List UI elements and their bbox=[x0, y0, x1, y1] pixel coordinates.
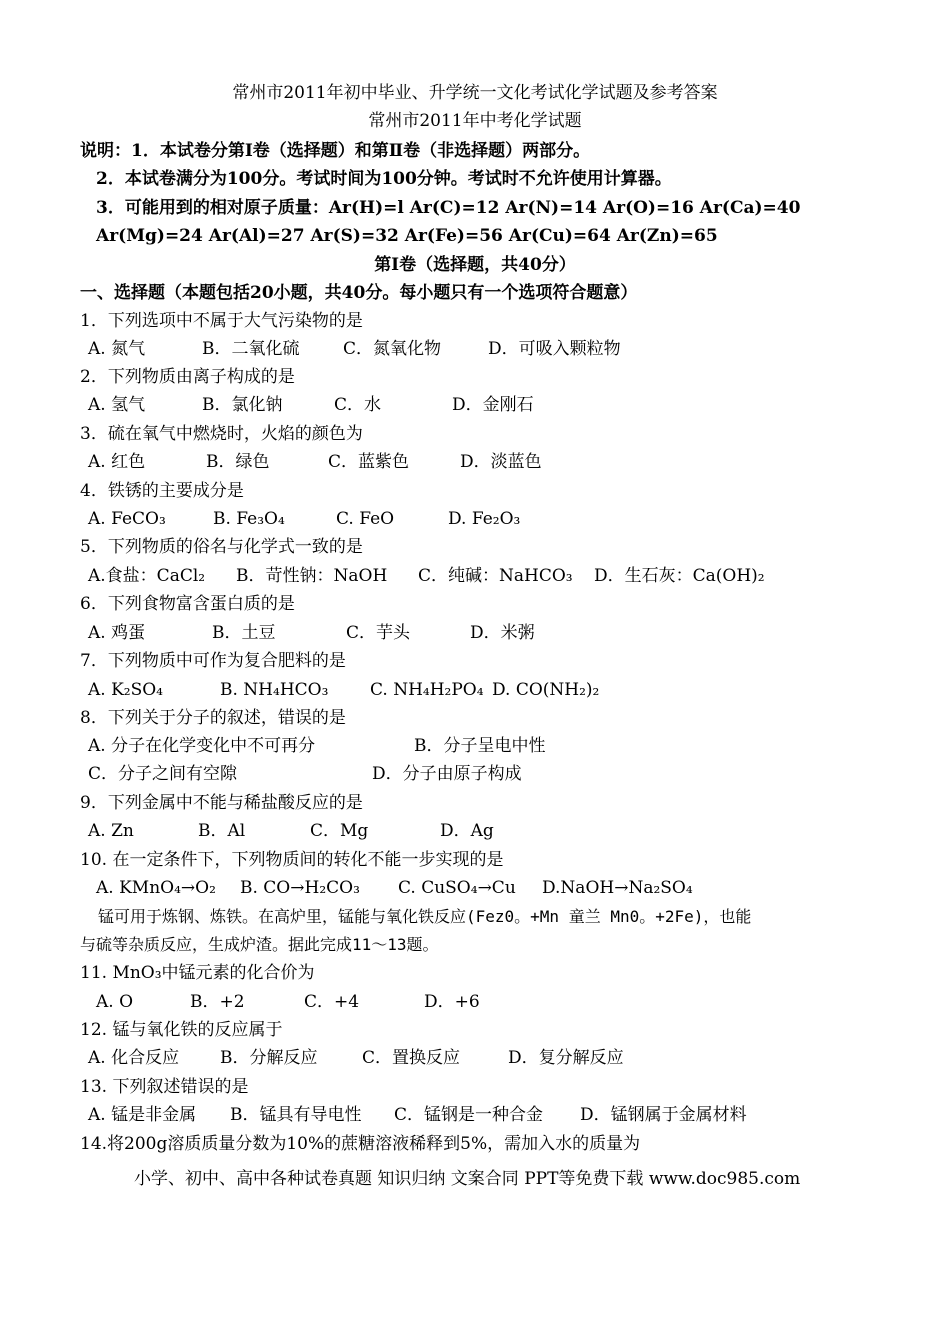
option-d: D. Fe₂O₃ bbox=[448, 509, 521, 529]
question-stem: 13. 下列叙述错误的是 bbox=[80, 1077, 249, 1097]
option-b: B. NH₄HCO₃ bbox=[220, 680, 329, 700]
question-stem: 3．硫在氧气中燃烧时，火焰的颜色为 bbox=[80, 424, 363, 444]
exam-title: 常州市2011年初中毕业、升学统一文化考试化学试题及参考答案 bbox=[232, 83, 718, 103]
volume-title: 第Ⅰ卷（选择题，共40分） bbox=[374, 255, 576, 275]
option-c: C．Mg bbox=[310, 821, 369, 841]
question-stem: 9．下列金属中不能与稀盐酸反应的是 bbox=[80, 793, 363, 813]
option-b: B. CO→H₂CO₃ bbox=[240, 878, 360, 898]
option-d: D．Ag bbox=[440, 821, 494, 841]
part-title: 一、选择题（本题包括20小题，共40分。每小题只有一个选项符合题意） bbox=[80, 283, 638, 303]
option-d: D. CO(NH₂)₂ bbox=[492, 680, 600, 700]
question-stem: 7．下列物质中可作为复合肥料的是 bbox=[80, 651, 346, 671]
instruction-line-4: Ar(Mg)=24 Ar(Al)=27 Ar(S)=32 Ar(Fe)=56 Ar(Cu)=64 Ar(Zn)=65 bbox=[96, 226, 718, 246]
option-d: D.NaOH→Na₂SO₄ bbox=[542, 878, 693, 898]
option-c: C．芋头 bbox=[346, 623, 411, 643]
question-stem: 4．铁锈的主要成分是 bbox=[80, 481, 244, 501]
option-c: C．氮氧化物 bbox=[343, 339, 442, 359]
option-c: C．蓝紫色 bbox=[328, 452, 410, 472]
option-b: B．绿色 bbox=[206, 452, 270, 472]
option-a: A. 红色 bbox=[88, 452, 146, 472]
question-stem: 8．下列关于分子的叙述，错误的是 bbox=[80, 708, 346, 728]
option-c: C. NH₄H₂PO₄ bbox=[370, 680, 484, 700]
option-b: B．分子呈电中性 bbox=[414, 736, 546, 756]
option-d: D．锰钢属于金属材料 bbox=[580, 1105, 747, 1125]
footer-link[interactable]: 小学、初中、高中各种试卷真题 知识归纳 文案合同 PPT等免费下载 www.doc985.com bbox=[134, 1169, 801, 1189]
option-a: A. 化合反应 bbox=[88, 1048, 180, 1068]
option-d: D．生石灰：Ca(OH)₂ bbox=[594, 566, 765, 586]
instruction-line-3: 3．可能用到的相对原子质量：Ar(H)=l Ar(C)=12 Ar(N)=14 Ar(O)=16 Ar(Ca)=40 bbox=[96, 198, 801, 218]
option-b: B．+2 bbox=[190, 992, 245, 1012]
question-stem: 1．下列选项中不属于大气污染物的是 bbox=[80, 311, 363, 331]
option-b: B．土豆 bbox=[212, 623, 276, 643]
option-b: B．Al bbox=[198, 821, 246, 841]
question-stem: 5．下列物质的俗名与化学式一致的是 bbox=[80, 537, 363, 557]
instruction-line-2: 2．本试卷满分为100分。考试时间为100分钟。考试时不允许使用计算器。 bbox=[96, 169, 672, 189]
passage-line-1: 锰可用于炼钢、炼铁。在高炉里，锰能与氧化铁反应(Fez0。+Mn 童兰 Mn0。+2Fe)，也能 bbox=[98, 907, 752, 926]
option-d: D．分子由原子构成 bbox=[372, 764, 522, 784]
option-a: A. 锰是非金属 bbox=[88, 1105, 197, 1125]
option-d: D．淡蓝色 bbox=[460, 452, 542, 472]
option-c: C．置换反应 bbox=[362, 1048, 461, 1068]
option-d: D．可吸入颗粒物 bbox=[488, 339, 621, 359]
option-b: B．二氧化硫 bbox=[202, 339, 300, 359]
option-a: A. 鸡蛋 bbox=[88, 623, 146, 643]
option-a: A. 分子在化学变化中不可再分 bbox=[88, 736, 316, 756]
option-a: A. KMnO₄→O₂ bbox=[96, 878, 216, 898]
option-c: C．分子之间有空隙 bbox=[88, 764, 238, 784]
option-d: D．金刚石 bbox=[452, 395, 534, 415]
option-a: A. 氢气 bbox=[88, 395, 146, 415]
option-b: B．分解反应 bbox=[220, 1048, 318, 1068]
option-b: B. Fe₃O₄ bbox=[213, 509, 285, 529]
question-stem: 6．下列食物富含蛋白质的是 bbox=[80, 594, 295, 614]
option-c: C．纯碱：NaHCO₃ bbox=[418, 566, 573, 586]
option-d: D．米粥 bbox=[470, 623, 535, 643]
question-stem: 11. MnO₃中锰元素的化合价为 bbox=[80, 963, 315, 983]
option-c: C. FeO bbox=[336, 509, 395, 529]
question-stem: 2．下列物质由离子构成的是 bbox=[80, 367, 295, 387]
question-stem: 14.将200g溶质质量分数为10%的蔗糖溶液稀释到5%，需加入水的质量为 bbox=[80, 1134, 641, 1154]
option-b: B．锰具有导电性 bbox=[230, 1105, 362, 1125]
option-a: A.食盐：CaCl₂ bbox=[88, 566, 206, 586]
option-c: C．水 bbox=[334, 395, 382, 415]
option-a: A. Zn bbox=[88, 821, 134, 841]
option-a: A. FeCO₃ bbox=[88, 509, 166, 529]
option-d: D．+6 bbox=[424, 992, 480, 1012]
question-stem: 12. 锰与氧化铁的反应属于 bbox=[80, 1020, 283, 1040]
option-a: A. O bbox=[96, 992, 134, 1012]
option-c: C．+4 bbox=[304, 992, 360, 1012]
option-b: B．氯化钠 bbox=[202, 395, 283, 415]
option-b: B．苛性钠：NaOH bbox=[236, 566, 388, 586]
option-d: D．复分解反应 bbox=[508, 1048, 624, 1068]
question-stem: 10. 在一定条件下，下列物质间的转化不能一步实现的是 bbox=[80, 850, 504, 870]
instruction-line-1: 说明：1．本试卷分第Ⅰ卷（选择题）和第Ⅱ卷（非选择题）两部分。 bbox=[80, 141, 591, 161]
option-c: C．锰钢是一种合金 bbox=[394, 1105, 544, 1125]
exam-subtitle: 常州市2011年中考化学试题 bbox=[368, 111, 582, 131]
option-a: A. 氮气 bbox=[88, 339, 146, 359]
option-c: C. CuSO₄→Cu bbox=[398, 878, 516, 898]
passage-line-2: 与硫等杂质反应，生成炉渣。据此完成11～13题。 bbox=[80, 935, 439, 954]
option-a: A. K₂SO₄ bbox=[88, 680, 163, 700]
